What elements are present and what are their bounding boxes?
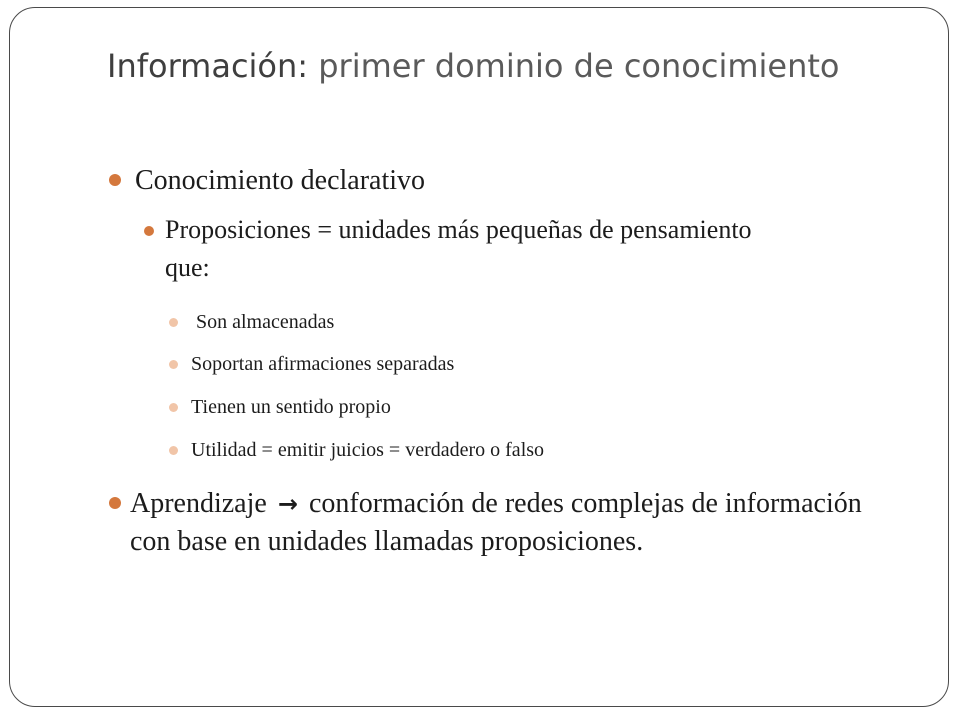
bullet-sentido-propio: Tienen un sentido propio xyxy=(191,396,391,418)
aprendizaje-label: Aprendizaje xyxy=(130,488,274,519)
title-rest: primer dominio de conocimiento xyxy=(308,47,840,85)
bullet-utilidad: Utilidad = emitir juicios = verdadero o falso xyxy=(191,439,545,461)
bullet-dot-l2 xyxy=(144,226,154,236)
bullet-dot-l3 xyxy=(169,318,178,327)
aprendizaje-description: conformación de redes complejas de información con base en unidades llamadas proposiciones. xyxy=(130,488,862,557)
bullet-son-almacenadas: Son almacenadas xyxy=(191,311,335,333)
right-arrow-icon: → xyxy=(277,490,298,518)
bullet-conocimiento-declarativo: Conocimiento declarativo xyxy=(135,165,426,196)
bullet-dot-l3 xyxy=(169,403,178,412)
bullet-dot-l1 xyxy=(109,497,121,509)
title-emphasis: Información: xyxy=(107,47,309,85)
bullet-proposiciones: Proposiciones = unidades más pequeñas de pensamiento que: xyxy=(165,215,752,282)
bullet-soportan-afirmaciones: Soportan afirmaciones separadas xyxy=(191,353,455,375)
bullet-dot-l3 xyxy=(169,446,178,455)
slide-title xyxy=(107,44,847,88)
bullet-dot-l3 xyxy=(169,360,178,369)
bullet-dot-l1 xyxy=(109,174,121,186)
bullet-aprendizaje xyxy=(130,485,870,561)
